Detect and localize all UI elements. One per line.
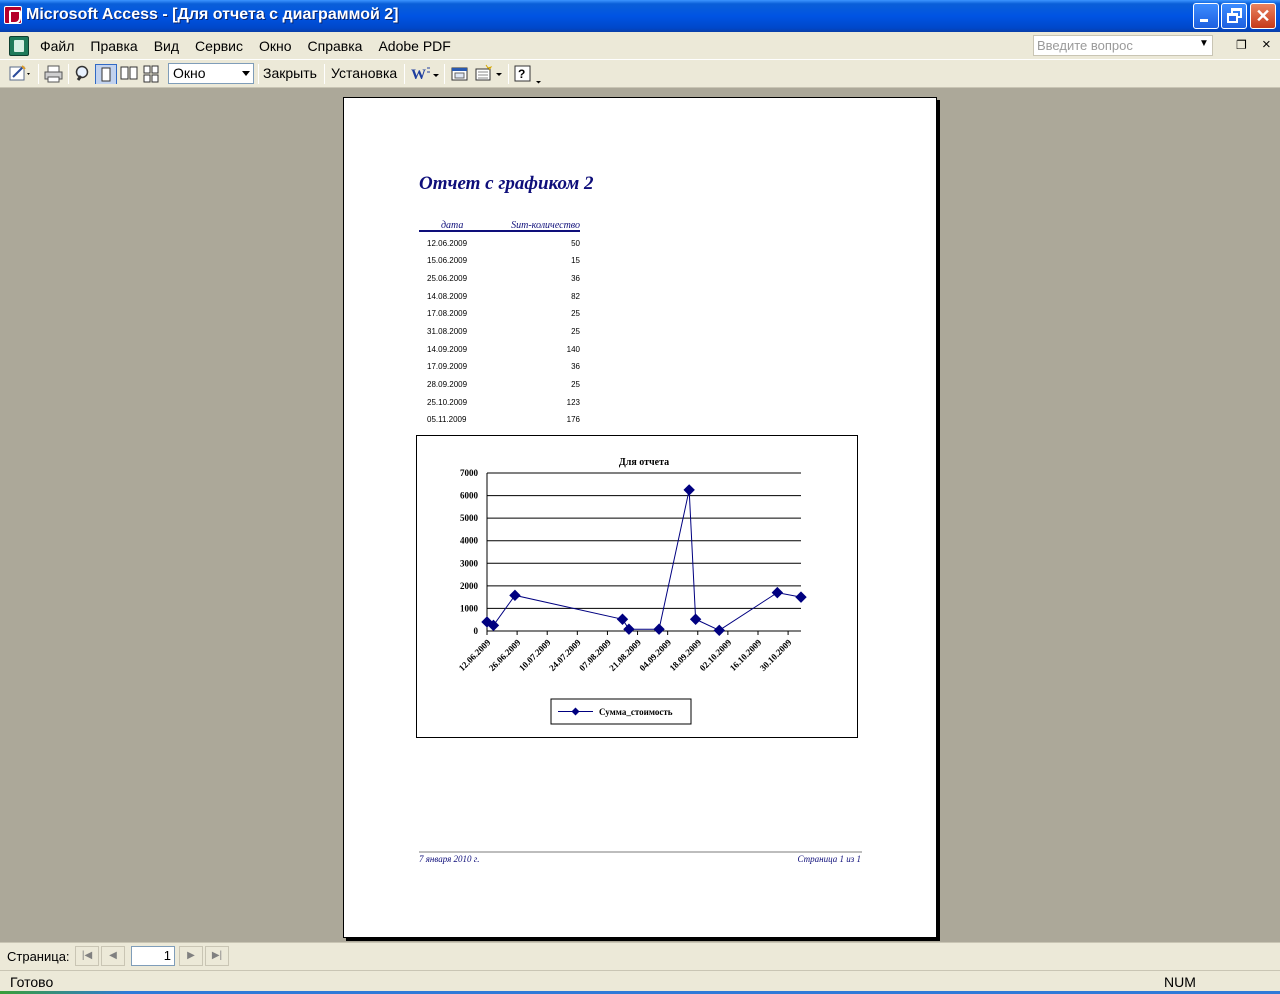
minimize-button[interactable] (1193, 3, 1219, 29)
legend-label: Сумма_стоимость (599, 707, 673, 717)
data-point (654, 624, 664, 634)
y-tick-label: 1000 (460, 603, 478, 614)
row-qty: 82 (571, 292, 580, 301)
data-point (684, 485, 694, 495)
row-qty: 140 (566, 345, 580, 354)
zoom-icon[interactable] (73, 64, 93, 84)
status-text: Готово (10, 974, 54, 990)
y-tick-label: 6000 (460, 490, 478, 501)
page-number-input[interactable]: 1 (131, 946, 175, 966)
x-tick-label: 10.07.2009 (516, 637, 553, 674)
row-qty: 176 (566, 415, 580, 424)
data-point (714, 625, 724, 635)
table-row (427, 380, 580, 397)
access-app-icon[interactable] (4, 6, 22, 24)
y-tick-label: 5000 (460, 513, 478, 524)
column-header-date: дата (441, 220, 464, 231)
x-tick-label: 07.08.2009 (577, 637, 613, 674)
x-tick-label: 26.06.2009 (486, 637, 523, 674)
table-row (427, 256, 580, 273)
row-date: 25.06.2009 (427, 274, 468, 283)
row-date: 14.09.2009 (427, 345, 468, 354)
x-tick-label: 16.10.2009 (727, 637, 764, 674)
menu-view[interactable]: Вид (153, 38, 180, 54)
zoom-select-arrow-icon[interactable] (242, 71, 250, 76)
footer-divider (419, 851, 862, 853)
row-qty: 25 (571, 380, 580, 389)
menu-window[interactable]: Окно (259, 38, 292, 54)
svg-text:?: ? (518, 67, 526, 81)
word-export-icon[interactable] (410, 64, 440, 84)
data-point (772, 588, 782, 598)
multiple-pages-icon[interactable] (142, 64, 162, 84)
table-row (427, 362, 580, 379)
page-label: Страница: (7, 949, 70, 964)
page-navigation-bar (0, 942, 1280, 970)
data-point (691, 614, 701, 624)
column-header (419, 220, 580, 232)
question-input[interactable]: Введите вопрос (1033, 35, 1213, 56)
close-button[interactable] (1250, 3, 1276, 29)
document-restore-icon[interactable]: ❐ (1236, 38, 1247, 52)
data-point (624, 624, 634, 634)
table-row (427, 239, 580, 256)
num-lock-indicator: NUM (1164, 974, 1196, 990)
title-bar[interactable] (0, 0, 1280, 32)
row-date: 12.06.2009 (427, 239, 468, 248)
new-object-icon[interactable] (474, 64, 504, 84)
table-row (427, 292, 580, 309)
row-qty: 36 (571, 274, 580, 283)
status-bar (0, 970, 1280, 994)
menu-adobe-pdf[interactable]: Adobe PDF (378, 38, 451, 54)
print-icon[interactable] (44, 64, 64, 84)
menu-help[interactable]: Справка (307, 38, 363, 54)
next-page-button[interactable] (179, 946, 203, 966)
two-pages-icon[interactable] (119, 64, 139, 84)
row-qty: 123 (566, 398, 580, 407)
print-preview-toolbar (0, 60, 1280, 88)
row-qty: 25 (571, 327, 580, 336)
question-dropdown-icon[interactable]: ▼ (1199, 38, 1209, 49)
y-tick-label: 3000 (460, 558, 478, 569)
row-qty: 36 (571, 362, 580, 371)
row-qty: 25 (571, 309, 580, 318)
page-setup-button[interactable]: Установка (331, 65, 398, 81)
table-row (427, 327, 580, 344)
report-page (343, 97, 937, 938)
restore-button[interactable] (1221, 3, 1247, 29)
series-line (487, 490, 801, 630)
menu-edit[interactable]: Правка (90, 38, 138, 54)
document-close-icon[interactable]: × (1262, 36, 1271, 53)
x-tick-label: 12.06.2009 (456, 637, 493, 674)
row-qty: 15 (571, 256, 580, 265)
x-tick-label: 24.07.2009 (547, 637, 583, 674)
x-tick-label: 18.09.2009 (667, 637, 704, 674)
y-tick-label: 0 (473, 626, 478, 636)
report-title: Отчет с графиком 2 (419, 173, 594, 194)
table-row (427, 415, 580, 432)
one-page-icon[interactable] (95, 64, 117, 84)
table-row (427, 398, 580, 415)
row-date: 17.08.2009 (427, 309, 468, 318)
row-date: 28.09.2009 (427, 380, 468, 389)
first-page-icon: |◀ (81, 950, 93, 961)
data-point (510, 590, 520, 600)
menu-file[interactable]: Файл (40, 38, 75, 54)
design-view-icon[interactable] (9, 64, 31, 84)
y-tick-label: 2000 (460, 580, 478, 591)
menu-tools[interactable]: Сервис (195, 38, 243, 54)
footer-date: 7 января 2010 г. (419, 854, 480, 864)
table-row (427, 274, 580, 291)
x-tick-label: 21.08.2009 (607, 637, 643, 674)
table-row (427, 309, 580, 326)
row-date: 31.08.2009 (427, 327, 468, 336)
data-point (617, 614, 627, 624)
next-page-icon: ▶ (187, 950, 195, 961)
table-row (427, 345, 580, 362)
x-tick-label: 30.10.2009 (757, 637, 794, 674)
chart-title: Для отчета (618, 457, 670, 468)
data-point (796, 592, 806, 602)
first-page-button[interactable] (75, 946, 99, 966)
zoom-select-value: Окно (173, 65, 206, 81)
last-page-icon: ▶| (211, 950, 223, 961)
y-tick-label: 7000 (460, 468, 478, 478)
help-icon[interactable] (514, 64, 544, 84)
last-page-button[interactable] (205, 946, 229, 966)
database-window-icon[interactable] (450, 64, 470, 84)
close-preview-button[interactable]: Закрыть (263, 65, 317, 81)
previous-page-button[interactable] (101, 946, 125, 966)
row-qty: 50 (571, 239, 580, 248)
y-tick-label: 4000 (460, 535, 478, 546)
chart-frame (416, 435, 858, 738)
previous-page-icon: ◀ (109, 950, 117, 961)
x-tick-label: 04.09.2009 (637, 637, 674, 674)
zoom-select[interactable] (168, 63, 254, 84)
menu-list (32, 38, 459, 54)
column-header-qty: Sum-количество (511, 220, 580, 231)
row-date: 17.09.2009 (427, 362, 468, 371)
svg-text:W: W (411, 67, 426, 83)
line-chart (417, 436, 857, 737)
row-date: 25.10.2009 (427, 398, 468, 407)
x-tick-label: 02.10.2009 (697, 637, 734, 674)
footer-page-number: Страница 1 из 1 (797, 854, 861, 864)
row-date: 05.11.2009 (427, 415, 467, 424)
row-date: 15.06.2009 (427, 256, 468, 265)
row-date: 14.08.2009 (427, 292, 468, 301)
database-icon[interactable] (9, 36, 29, 56)
window-title: Microsoft Access - [Для отчета с диаграммой 2] (26, 6, 399, 23)
close-icon: ✕ (1255, 6, 1271, 26)
